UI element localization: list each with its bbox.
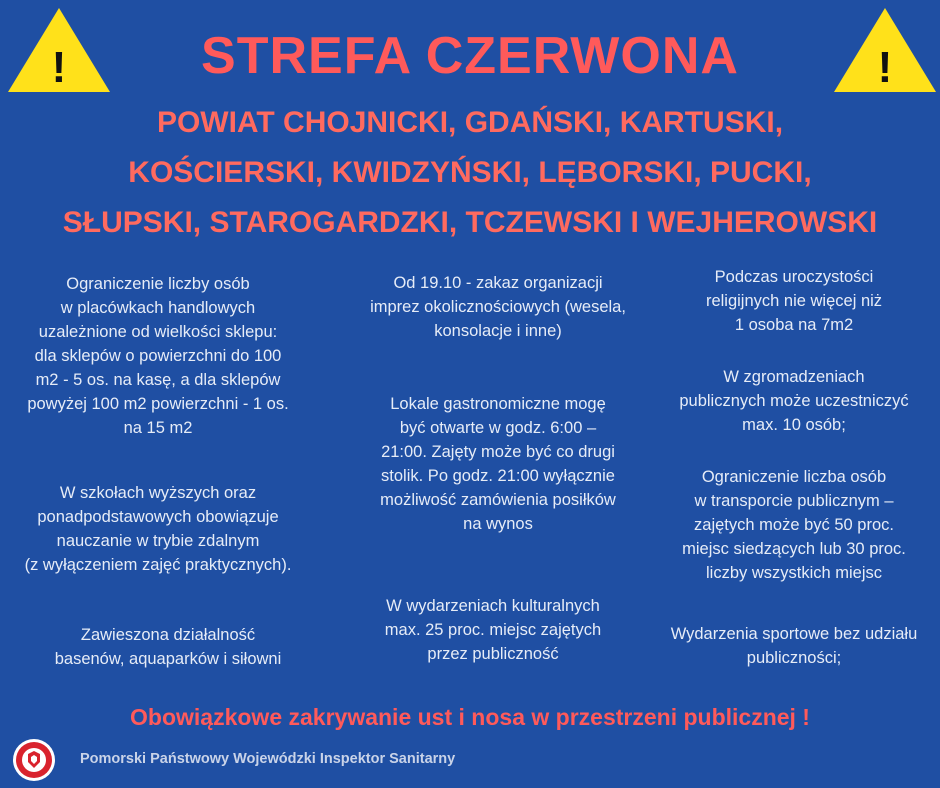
page-title: STREFA CZERWONA [201,27,739,85]
restriction-gastronomy: Lokale gastronomiczne mogę być otwarte w godz. 6:00 – 21:00. Zajęty może być co drugi stolik. Po godz. 21:00 wyłącznie możliwość zamówienia posiłków na wynos [380,395,616,533]
restriction-transport: Ograniczenie liczba osób w transporcie publicznym – zajętych może być 50 proc. miejsc siedzących lub 30 proc. liczby wszystkich miejsc [682,468,906,582]
restriction-schools: W szkołach wyższych oraz ponadpodstawowych obowiązuje nauczanie w trybie zdalnym (z wyłączeniem zajęć praktycznych). [24,484,292,574]
svg-text:!: ! [877,43,893,92]
region-line: KOŚCIERSKI, KWIDZYŃSKI, LĘBORSKI, PUCKI, [128,156,812,189]
region-line: POWIAT CHOJNICKI, GDAŃSKI, KARTUSKI, [156,106,784,139]
inspector-name: Pomorski Państwowy Wojewódzki Inspektor Sanitarny [80,751,456,767]
restriction-culture: W wydarzeniach kulturalnych max. 25 proc. miejsc zajętych przez publiczność [384,597,602,663]
restriction-shops: Ograniczenie liczby osób w placówkach handlowych uzależnione od wielkości sklepu: dla sklepów o powierzchni do 100 m2 - 5 os. na kasę, a dla sklepów powyżej 100 m2 powierzchni - 1 os. na 15 m2 [27,275,289,437]
restriction-sports: Wydarzenia sportowe bez udziału publiczności; [670,625,918,667]
region-line: SŁUPSKI, STAROGARDZKI, TCZEWSKI I WEJHEROWSKI [62,206,878,239]
restriction-gatherings: W zgromadzeniach publicznych może uczestniczyć max. 10 osób; [679,368,909,434]
restriction-pools: Zawieszona działalność basenów, aquaparków i siłowni [54,626,282,668]
sanitary-inspection-seal-icon [12,738,56,782]
mask-notice: Obowiązkowe zakrywanie ust i nosa w przestrzeni publicznej ! [130,704,810,730]
restriction-events: Od 19.10 - zakaz organizacji imprez okolicznościowych (wesela, konsolacje i inne) [370,274,626,340]
svg-text:!: ! [51,43,67,92]
restriction-religious: Podczas uroczystości religijnych nie więcej niż 1 osoba na 7m2 [705,268,883,334]
